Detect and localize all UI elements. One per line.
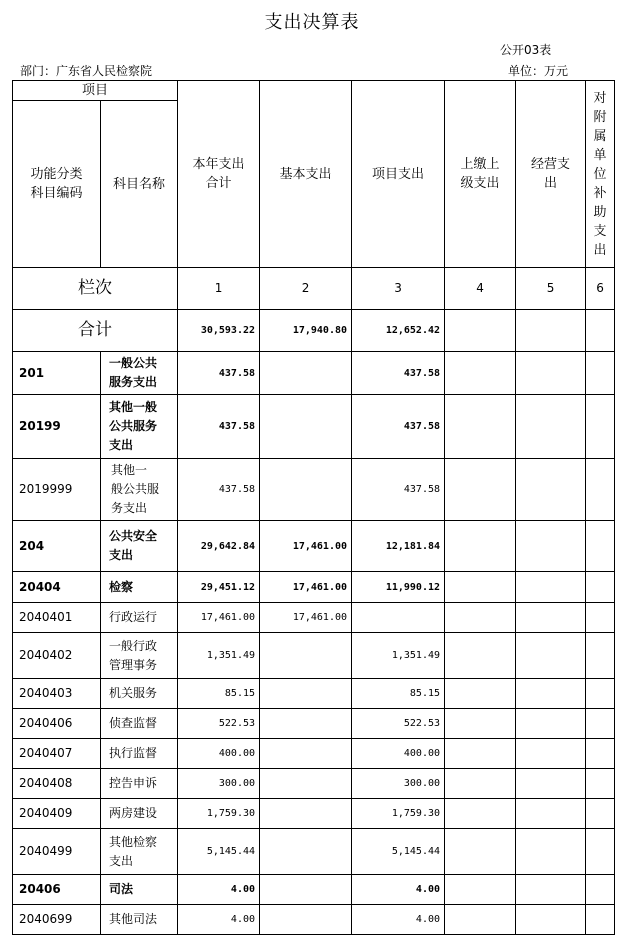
- row-name: 侦查监督: [101, 709, 178, 739]
- row-name: 执行监督: [101, 739, 178, 769]
- table-row: [13, 603, 615, 633]
- row-subsidy: [586, 603, 615, 633]
- row-name: 检察: [101, 572, 178, 603]
- row-upper: [445, 875, 516, 905]
- row-upper: [445, 829, 516, 875]
- header-item: 项目: [13, 81, 178, 101]
- total-row-subsidy: [586, 310, 615, 352]
- row-total: 1,351.49: [178, 633, 260, 679]
- row-total: 17,461.00: [178, 603, 260, 633]
- row-business: [516, 875, 586, 905]
- row-project: 437.58: [352, 459, 445, 521]
- row-code: 2040408: [13, 769, 101, 799]
- row-business: [516, 709, 586, 739]
- col-index-label: 栏次: [13, 268, 178, 310]
- row-name: 公共安全 支出: [101, 521, 178, 572]
- row-total: 522.53: [178, 709, 260, 739]
- row-project: 1,759.30: [352, 799, 445, 829]
- row-total: 29,642.84: [178, 521, 260, 572]
- row-business: [516, 739, 586, 769]
- row-project: 1,351.49: [352, 633, 445, 679]
- row-name: 司法: [101, 875, 178, 905]
- row-total: 5,145.44: [178, 829, 260, 875]
- row-name: 其他司法: [101, 905, 178, 935]
- unit-label: 单位：万元: [508, 64, 569, 78]
- row-business: [516, 633, 586, 679]
- row-subsidy: [586, 829, 615, 875]
- row-basic: [260, 829, 352, 875]
- row-business: [516, 459, 586, 521]
- row-total: 4.00: [178, 905, 260, 935]
- table-row: [13, 829, 615, 875]
- row-upper: [445, 633, 516, 679]
- row-name: 控告申诉: [101, 769, 178, 799]
- row-code: 201: [13, 352, 101, 395]
- row-subsidy: [586, 395, 615, 459]
- row-subsidy: [586, 739, 615, 769]
- row-subsidy: [586, 709, 615, 739]
- header-basic: 基本支出: [260, 81, 352, 268]
- row-project: 5,145.44: [352, 829, 445, 875]
- table-row: [13, 799, 615, 829]
- row-code: 2040409: [13, 799, 101, 829]
- row-project: 12,181.84: [352, 521, 445, 572]
- row-total: 437.58: [178, 395, 260, 459]
- row-basic: [260, 709, 352, 739]
- row-name: 行政运行: [101, 603, 178, 633]
- row-project: 522.53: [352, 709, 445, 739]
- table-row: [13, 905, 615, 935]
- row-upper: [445, 603, 516, 633]
- table-row: [13, 459, 615, 521]
- row-business: [516, 603, 586, 633]
- row-code: 20199: [13, 395, 101, 459]
- row-project: 437.58: [352, 395, 445, 459]
- row-subsidy: [586, 521, 615, 572]
- table-row: [13, 633, 615, 679]
- row-name: 其他检察 支出: [101, 829, 178, 875]
- row-upper: [445, 352, 516, 395]
- header-business: 经营支 出: [516, 81, 586, 268]
- row-total: 437.58: [178, 459, 260, 521]
- row-business: [516, 679, 586, 709]
- col-index-2: 2: [260, 268, 352, 310]
- department-label: 部门：广东省人民检察院: [20, 64, 153, 78]
- total-row-basic: 17,940.80: [260, 310, 352, 352]
- row-subsidy: [586, 875, 615, 905]
- row-business: [516, 395, 586, 459]
- row-business: [516, 572, 586, 603]
- table-row: [13, 521, 615, 572]
- row-project: 400.00: [352, 739, 445, 769]
- row-code: 2040499: [13, 829, 101, 875]
- row-basic: [260, 395, 352, 459]
- row-basic: [260, 633, 352, 679]
- row-code: 2040406: [13, 709, 101, 739]
- row-business: [516, 829, 586, 875]
- table-row: [13, 769, 615, 799]
- row-code: 2040699: [13, 905, 101, 935]
- row-project: 4.00: [352, 875, 445, 905]
- row-basic: [260, 739, 352, 769]
- row-total: 85.15: [178, 679, 260, 709]
- row-upper: [445, 905, 516, 935]
- row-total: 1,759.30: [178, 799, 260, 829]
- row-basic: [260, 799, 352, 829]
- row-subsidy: [586, 459, 615, 521]
- row-upper: [445, 739, 516, 769]
- header-func-code: 功能分类 科目编码: [13, 101, 101, 268]
- header-project: 项目支出: [352, 81, 445, 268]
- row-business: [516, 799, 586, 829]
- col-index-1: 1: [178, 268, 260, 310]
- row-business: [516, 352, 586, 395]
- row-total: 300.00: [178, 769, 260, 799]
- row-upper: [445, 799, 516, 829]
- row-name: 两房建设: [101, 799, 178, 829]
- row-basic: [260, 875, 352, 905]
- row-code: 2040407: [13, 739, 101, 769]
- col-index-6: 6: [586, 268, 615, 310]
- row-project: 300.00: [352, 769, 445, 799]
- row-name: 其他一般 公共服务 支出: [101, 395, 178, 459]
- table-row: [13, 572, 615, 603]
- row-code: 2040403: [13, 679, 101, 709]
- total-row-total: 30,593.22: [178, 310, 260, 352]
- row-name: 一般公共 服务支出: [101, 352, 178, 395]
- row-code: 2040402: [13, 633, 101, 679]
- row-basic: 17,461.00: [260, 572, 352, 603]
- row-subsidy: [586, 799, 615, 829]
- row-upper: [445, 395, 516, 459]
- row-business: [516, 521, 586, 572]
- header-subsidy: 对 附 属 单 位 补 助 支 出: [586, 81, 615, 268]
- row-subsidy: [586, 769, 615, 799]
- row-business: [516, 769, 586, 799]
- row-subsidy: [586, 352, 615, 395]
- total-row-business: [516, 310, 586, 352]
- table-row: [13, 679, 615, 709]
- row-code: 20404: [13, 572, 101, 603]
- row-basic: [260, 459, 352, 521]
- total-row-project: 12,652.42: [352, 310, 445, 352]
- row-project: 437.58: [352, 352, 445, 395]
- row-subsidy: [586, 905, 615, 935]
- row-code: 20406: [13, 875, 101, 905]
- row-business: [516, 905, 586, 935]
- row-name: 一般行政 管理事务: [101, 633, 178, 679]
- row-upper: [445, 709, 516, 739]
- row-code: 2019999: [13, 459, 101, 521]
- total-row-label: 合计: [13, 310, 178, 352]
- row-basic: 17,461.00: [260, 521, 352, 572]
- row-subsidy: [586, 572, 615, 603]
- row-code: 2040401: [13, 603, 101, 633]
- row-name: 其他一 般公共服 务支出: [101, 459, 178, 521]
- col-index-3: 3: [352, 268, 445, 310]
- row-basic: [260, 769, 352, 799]
- table-row: [13, 875, 615, 905]
- total-row-upper: [445, 310, 516, 352]
- table-row: [13, 709, 615, 739]
- expenditure-table: [12, 80, 615, 935]
- col-index-5: 5: [516, 268, 586, 310]
- row-total: 29,451.12: [178, 572, 260, 603]
- row-project: [352, 603, 445, 633]
- form-number: 公开03表: [500, 43, 552, 57]
- row-basic: 17,461.00: [260, 603, 352, 633]
- row-upper: [445, 459, 516, 521]
- row-basic: [260, 905, 352, 935]
- row-upper: [445, 521, 516, 572]
- row-upper: [445, 769, 516, 799]
- row-code: 204: [13, 521, 101, 572]
- col-index-4: 4: [445, 268, 516, 310]
- table-row: [13, 352, 615, 395]
- header-upper: 上缴上 级支出: [445, 81, 516, 268]
- row-upper: [445, 572, 516, 603]
- row-subsidy: [586, 633, 615, 679]
- row-total: 400.00: [178, 739, 260, 769]
- row-upper: [445, 679, 516, 709]
- row-project: 4.00: [352, 905, 445, 935]
- table-row: [13, 739, 615, 769]
- row-subsidy: [586, 679, 615, 709]
- row-project: 85.15: [352, 679, 445, 709]
- row-total: 437.58: [178, 352, 260, 395]
- row-name: 机关服务: [101, 679, 178, 709]
- table-row: [13, 395, 615, 459]
- row-basic: [260, 352, 352, 395]
- row-total: 4.00: [178, 875, 260, 905]
- row-basic: [260, 679, 352, 709]
- page-title: 支出决算表: [264, 12, 360, 33]
- row-project: 11,990.12: [352, 572, 445, 603]
- header-total: 本年支出 合计: [178, 81, 260, 268]
- header-subject-name: 科目名称: [101, 101, 178, 268]
